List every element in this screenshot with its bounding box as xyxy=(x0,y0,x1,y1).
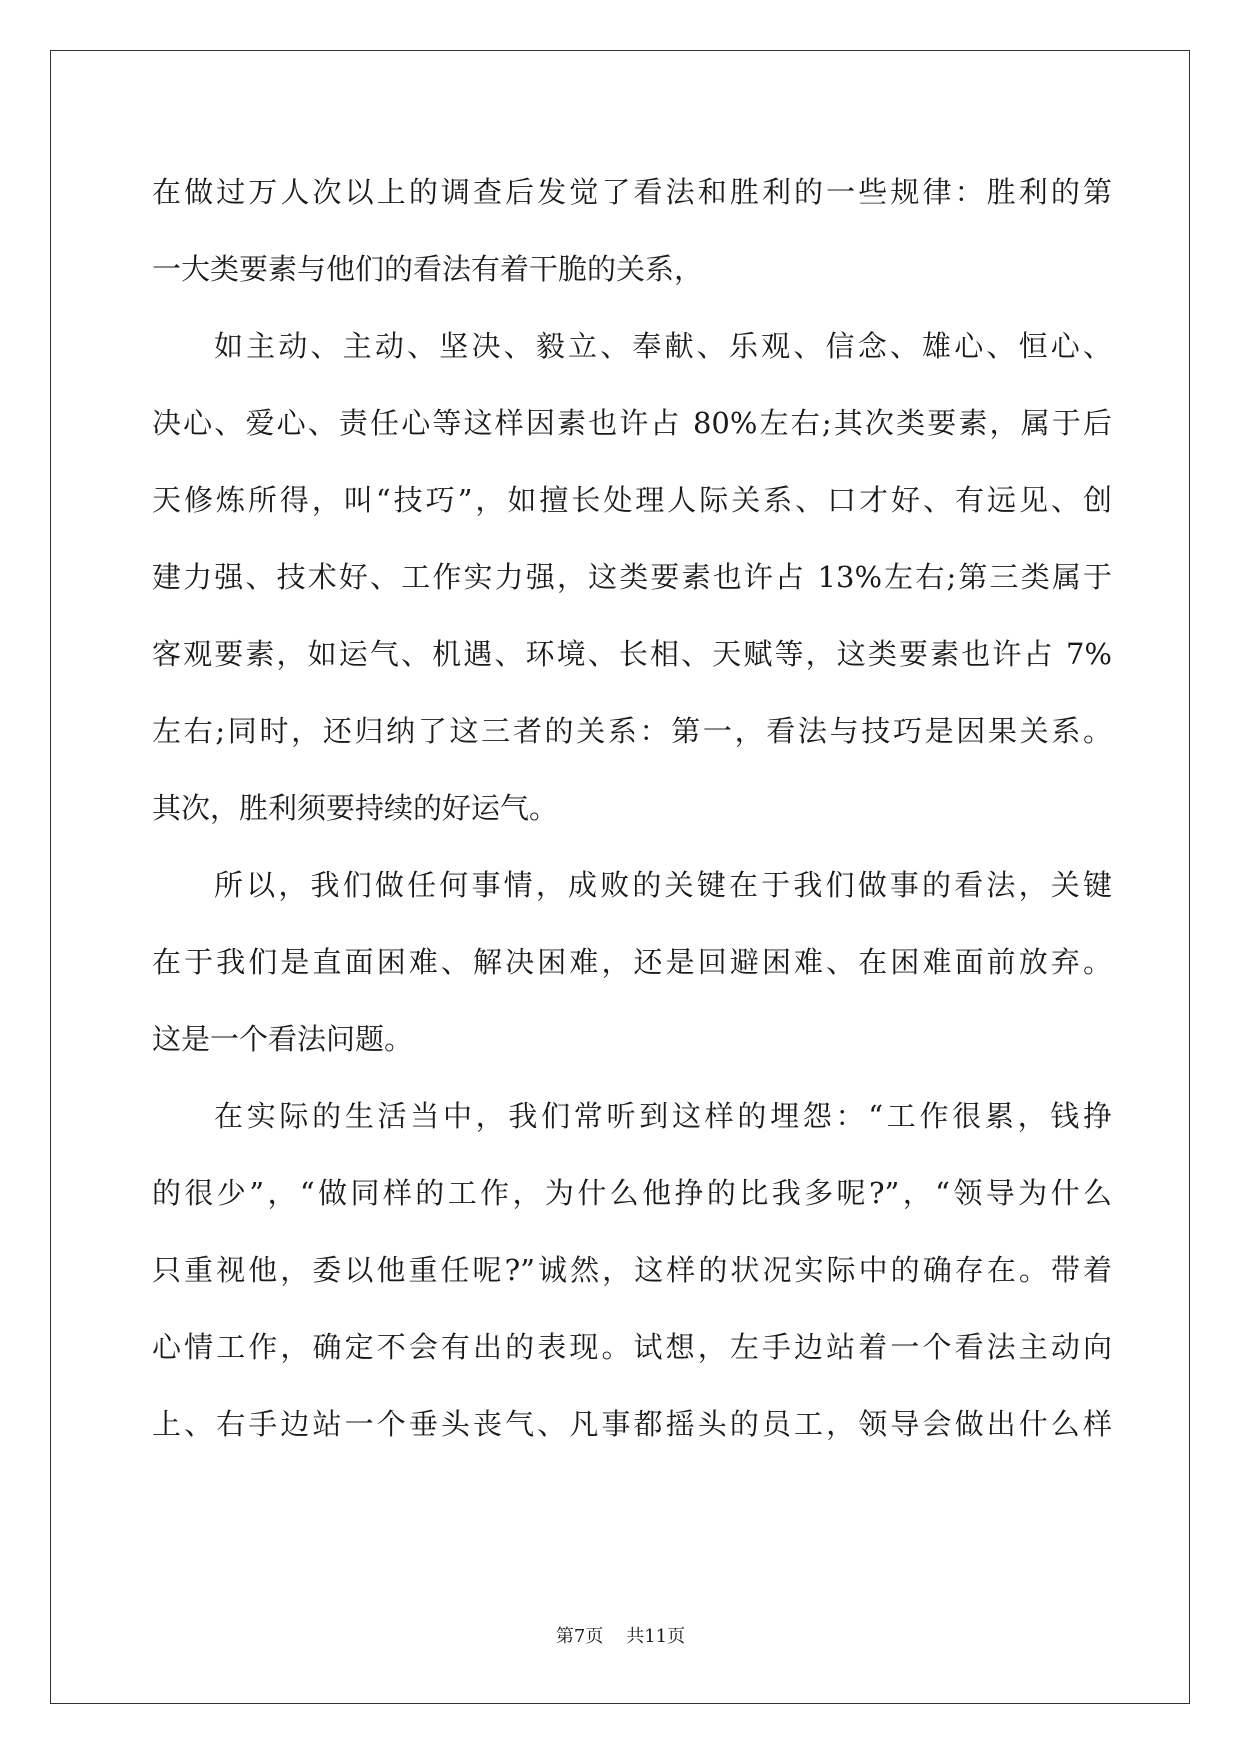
text-line: 的很少”，“做同样的工作，为什么他挣的比我多呢?”，“领导为什么 xyxy=(152,1176,1112,1210)
text-line: 客观要素，如运气、机遇、环境、长相、天赋等，这类要素也许占 7% xyxy=(152,637,1112,671)
text-line: 在做过万人次以上的调查后发觉了看法和胜利的一些规律：胜利的第 xyxy=(152,175,1112,209)
text-line: 决心、爱心、责任心等这样因素也许占 80%左右;其次类要素，属于后 xyxy=(152,406,1112,440)
text-line: 上、右手边站一个垂头丧气、凡事都摇头的员工，领导会做出什么样 xyxy=(152,1407,1112,1441)
text-line: 天修炼所得，叫“技巧”，如擅长处理人际关系、口才好、有远见、创 xyxy=(152,483,1112,517)
text-line: 左右;同时，还归纳了这三者的关系：第一，看法与技巧是因果关系。 xyxy=(152,714,1112,748)
text-line: 建力强、技术好、工作实力强，这类要素也许占 13%左右;第三类属于 xyxy=(152,560,1112,594)
document-body xyxy=(152,162,1112,1471)
text-line: 其次，胜利须要持续的好运气。 xyxy=(152,791,559,825)
page-total: 共11页 xyxy=(626,1626,686,1647)
text-line: 所以，我们做任何事情，成败的关键在于我们做事的看法，关键 xyxy=(214,868,1112,902)
text-line: 这是一个看法问题。 xyxy=(152,1022,414,1056)
page-number: 第7页 xyxy=(555,1626,604,1647)
text-line: 如主动、主动、坚决、毅立、奉献、乐观、信念、雄心、恒心、 xyxy=(214,329,1112,363)
text-line: 在实际的生活当中，我们常听到这样的埋怨：“工作很累，钱挣 xyxy=(214,1099,1112,1133)
text-line: 在于我们是直面困难、解决困难，还是回避困难、在困难面前放弃。 xyxy=(152,945,1112,979)
text-line: 一大类要素与他们的看法有着干脆的关系， xyxy=(152,252,704,286)
text-line: 只重视他，委以他重任呢?”诚然，这样的状况实际中的确存在。带着 xyxy=(152,1253,1112,1287)
page-footer xyxy=(0,1622,1241,1648)
text-line: 心情工作，确定不会有出的表现。试想，左手边站着一个看法主动向 xyxy=(152,1330,1112,1364)
